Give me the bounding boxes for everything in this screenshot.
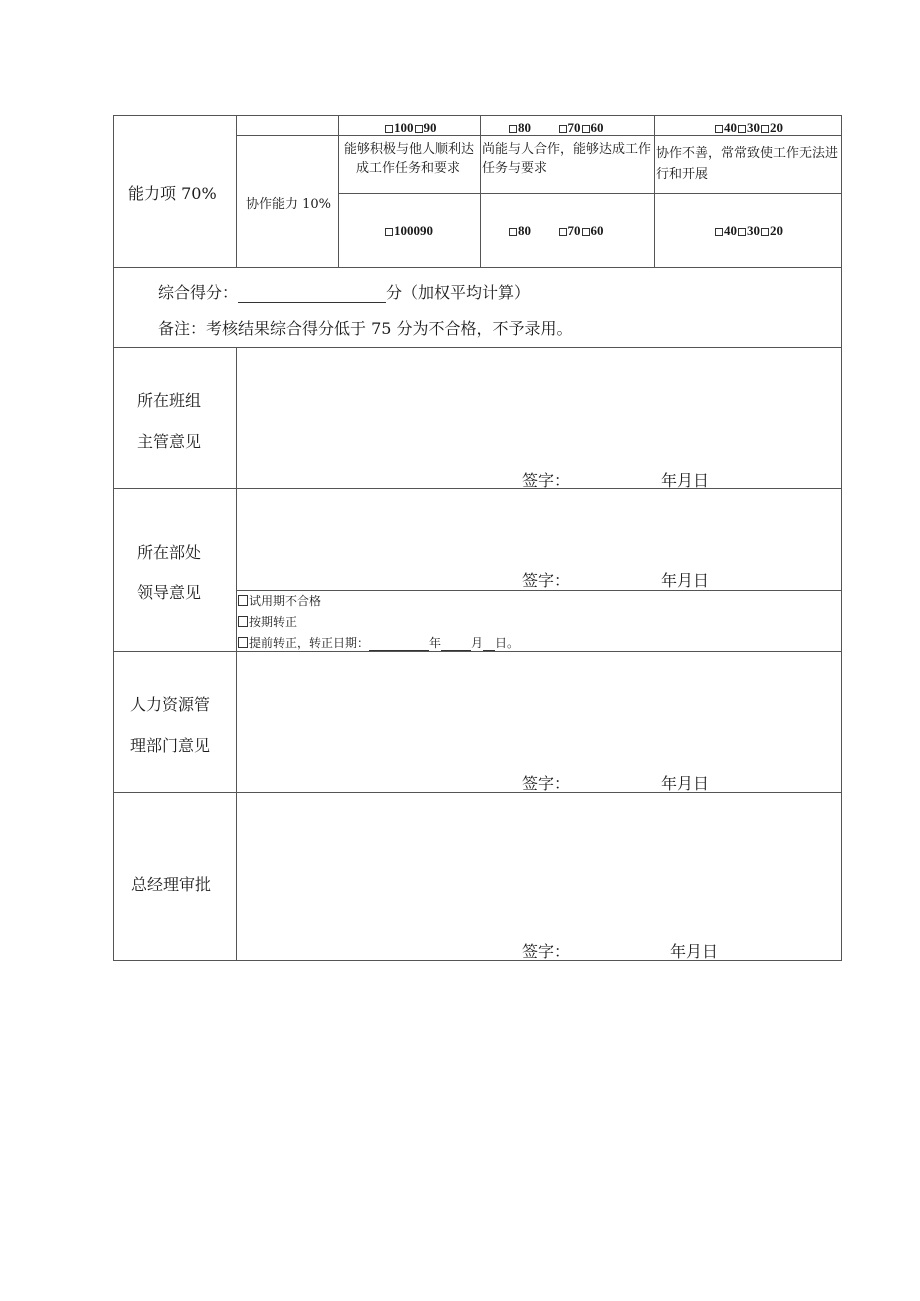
checkbox-icon[interactable] — [559, 125, 567, 133]
gm-date-label: 年月日 — [670, 942, 719, 961]
gm-approval-label: 总经理审批 — [131, 875, 212, 894]
score-mid-options-2: 80 70 60 — [508, 223, 604, 239]
gm-sign-label: 签字： — [522, 942, 571, 961]
score-high-options: 100 90 — [384, 120, 437, 136]
checkbox-icon[interactable] — [509, 125, 517, 133]
checkbox-icon[interactable] — [582, 228, 590, 236]
score-suffix: 分（加权平均计算） — [386, 283, 531, 302]
desc-high-line1: 能够积极与他人顺利达 — [344, 142, 475, 157]
checkbox-icon[interactable] — [509, 228, 517, 236]
row-divider — [113, 267, 842, 268]
team-date-label: 年月日 — [661, 471, 710, 490]
row-divider — [113, 792, 842, 793]
score-low-options-2: 40 30 20 — [714, 223, 783, 239]
row-divider — [338, 193, 842, 194]
hr-opinion-label-2: 理部门意见 — [130, 736, 211, 755]
team-opinion-label-1: 所在班组 — [137, 391, 202, 410]
checkbox-icon[interactable] — [385, 228, 393, 236]
row-divider — [113, 651, 842, 652]
checkbox-icon[interactable] — [738, 228, 746, 236]
score-low-options: 40 30 20 — [714, 120, 783, 136]
score-label: 综合得分： — [158, 283, 239, 302]
table-border-left — [113, 115, 114, 961]
hr-date-label: 年月日 — [661, 774, 710, 793]
team-sign-label: 签字： — [522, 471, 571, 490]
table-border-top — [113, 115, 842, 116]
row-divider — [113, 347, 842, 348]
desc-mid-line1: 尚能与人合作，能够达成工作 — [482, 142, 652, 157]
checkbox-icon[interactable] — [582, 125, 590, 133]
table-border-bottom — [113, 960, 842, 961]
hr-sign-label: 签字： — [522, 774, 571, 793]
col-divider — [480, 115, 481, 267]
checkbox-icon[interactable] — [238, 616, 248, 627]
desc-high-line2: 成工作任务和要求 — [356, 161, 461, 176]
year-field[interactable] — [369, 638, 429, 651]
score-mid-options: 80 70 60 — [508, 120, 604, 136]
checkbox-icon[interactable] — [385, 125, 393, 133]
checkbox-icon[interactable] — [761, 125, 769, 133]
team-opinion-label-2: 主管意见 — [137, 432, 202, 451]
checkbox-icon[interactable] — [761, 228, 769, 236]
item-label-text: 协作能力 10% — [246, 197, 332, 212]
checkbox-icon[interactable] — [738, 125, 746, 133]
score-line — [158, 280, 530, 303]
hr-opinion-label-1: 人力资源管 — [130, 695, 211, 714]
desc-low-line2: 行和开展 — [656, 167, 709, 182]
col-divider — [236, 347, 237, 961]
col-divider — [654, 115, 655, 267]
col-divider — [236, 115, 237, 267]
col-divider — [338, 115, 339, 267]
desc-low-line1: 协作不善，常常致使工作无法进 — [656, 146, 839, 161]
table-border-right — [841, 115, 842, 961]
checkbox-icon[interactable] — [559, 228, 567, 236]
score-note: 备注：考核结果综合得分低于 75 分为不合格，不予录用。 — [158, 319, 573, 338]
checkbox-icon[interactable] — [238, 595, 248, 606]
category-label: 能力项 70% — [128, 184, 217, 203]
month-field[interactable] — [441, 638, 471, 651]
probation-ontime-option[interactable]: 按期转正 — [238, 613, 297, 630]
score-field[interactable] — [238, 284, 386, 303]
checkbox-icon[interactable] — [415, 125, 423, 133]
score-high-options-2: 100090 — [384, 223, 433, 239]
dept-date-label: 年月日 — [661, 571, 710, 590]
item-label — [246, 193, 331, 212]
probation-fail-option[interactable]: 试用期不合格 — [238, 592, 321, 609]
dept-opinion-label-2: 领导意见 — [137, 583, 202, 602]
checkbox-icon[interactable] — [238, 637, 248, 648]
dept-sign-label: 签字： — [522, 571, 571, 590]
probation-early-option[interactable]: 提前转正，转正日期： 年 月 日。 — [238, 634, 519, 651]
checkbox-icon[interactable] — [715, 125, 723, 133]
row-divider — [113, 488, 842, 489]
desc-mid-line2: 任务与要求 — [482, 161, 548, 176]
dept-opinion-label-1: 所在部处 — [137, 543, 202, 562]
day-field[interactable] — [483, 638, 495, 651]
checkbox-icon[interactable] — [715, 228, 723, 236]
